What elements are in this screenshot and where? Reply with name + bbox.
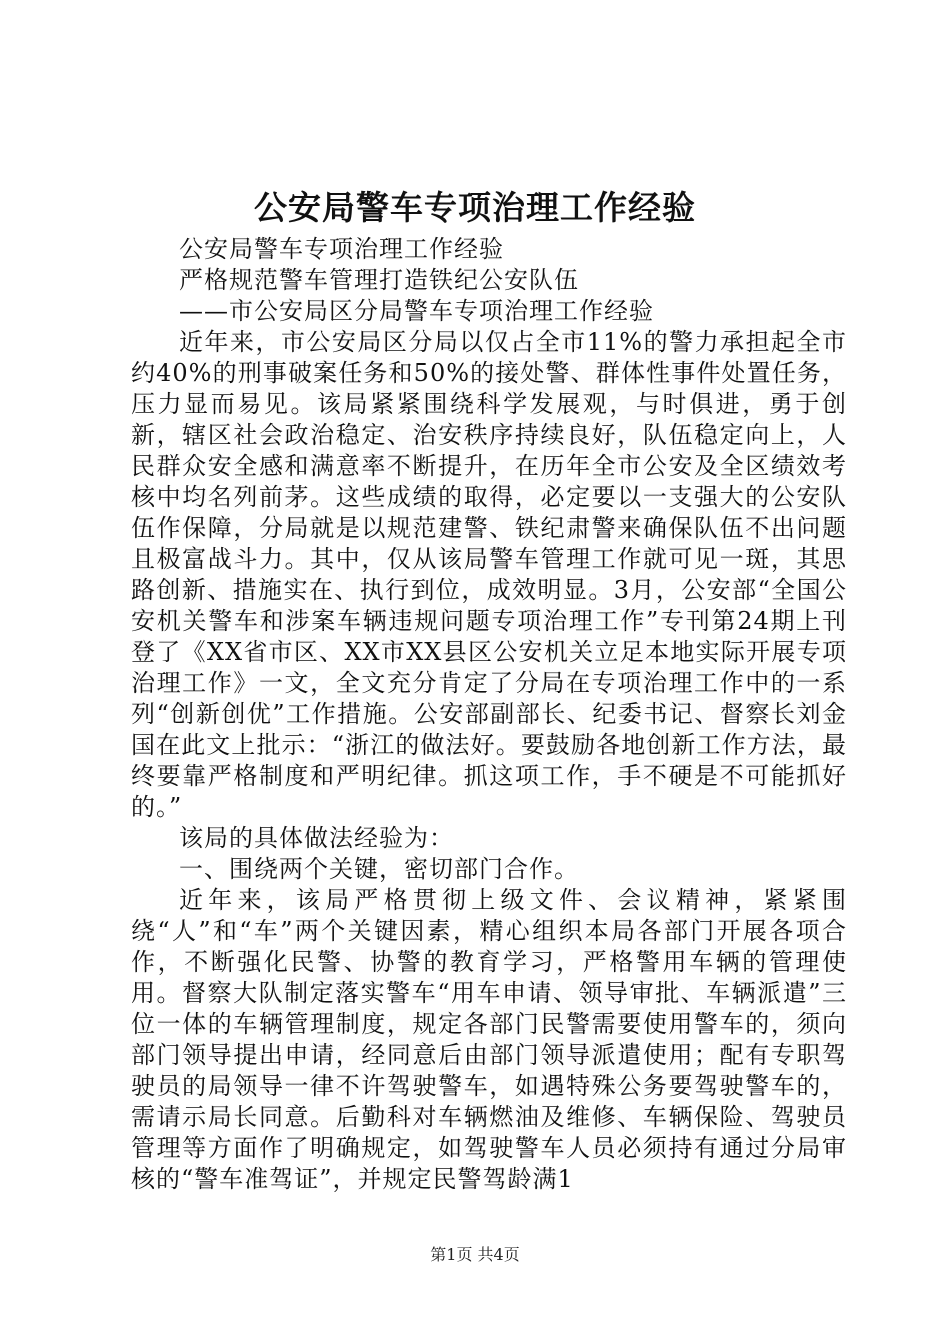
document-title: 公安局警车专项治理工作经验 xyxy=(254,188,696,227)
paragraph-section-heading: 一、围绕两个关键，密切部门合作。 xyxy=(179,855,579,883)
page-footer: 第1页 共4页 xyxy=(430,1245,520,1264)
paragraph-byline: ——市公安局区分局警车专项治理工作经验 xyxy=(179,297,654,325)
paragraph-heading-repeat: 公安局警车专项治理工作经验 xyxy=(179,235,504,263)
paragraph-section-body: 近年来，该局严格贯彻上级文件、会议精神，紧紧围绕“人”和“车”两个关键因素，精心组织本局各部门开展各项合作，不断强化民警、协警的教育学习，严格警用车辆的管理使用。督察大队制定落实警车“用车申请、领导审批、车辆派遣”三位一体的车辆管理制度，规定各部门民警需要使用警车的，须向部门领导提出申请，经同意后由部门领导派遣使用；配有专职驾驶员的局领导一律不许驾驶警车，如遇特殊公务要驾驶警车的，需请示局长同意。后勤科对车辆燃油及维修、车辆保险、驾驶员管理等方面作了明确规定，如驾驶警车人员必须持有通过分局审核的“警车准驾证”，并规定民警驾龄满1 xyxy=(131,886,847,1193)
document-body xyxy=(131,234,847,1195)
paragraph-subtitle: 严格规范警车管理打造铁纪公安队伍 xyxy=(179,266,579,294)
paragraph-lead-in: 该局的具体做法经验为： xyxy=(179,824,454,852)
paragraph-intro: 近年来，市公安局区分局以仅占全市11%的警力承担起全市约40%的刑事破案任务和50%的接处警、群体性事件处置任务，压力显而易见。该局紧紧围绕科学发展观，与时俱进，勇于创新，辖区社会政治稳定、治安秩序持续良好，队伍稳定向上，人民群众安全感和满意率不断提升，在历年全市公安及全区绩效考核中均名列前茅。这些成绩的取得，必定要以一支强大的公安队伍作保障，分局就是以规范建警、铁纪肃警来确保队伍不出问题且极富战斗力。其中，仅从该局警车管理工作就可见一斑，其思路创新、措施实在、执行到位，成效明显。3月，公安部“全国公安机关警车和涉案车辆违规问题专项治理工作”专刊第24期上刊登了《XX省市区、XX市XX县区公安机关立足本地实际开展专项治理工作》一文，全文充分肯定了分局在专项治理工作中的一系列“创新创优”工作措施。公安部副部长、纪委书记、督察长刘金国在此文上批示：“浙江的做法好。要鼓励各地创新工作方法，最终要靠严格制度和严明纪律。抓这项工作，手不硬是不可能抓好的。” xyxy=(131,328,847,821)
